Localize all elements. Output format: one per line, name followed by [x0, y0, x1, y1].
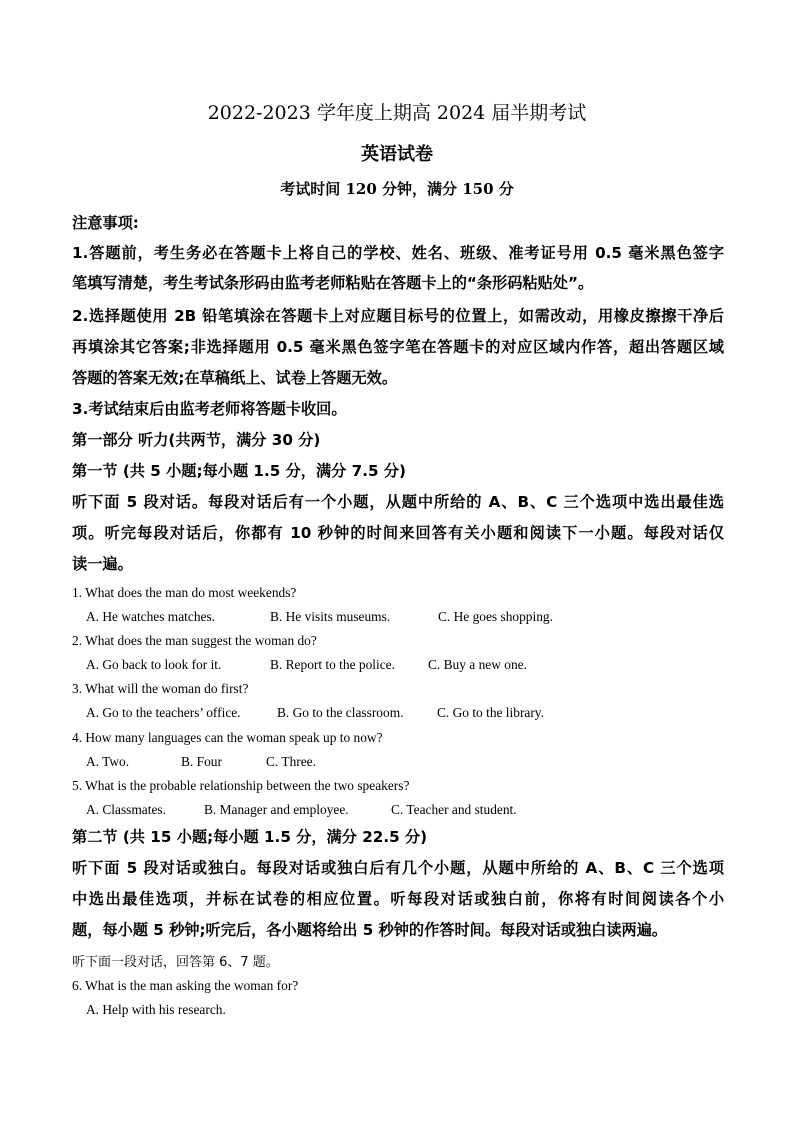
question-4-option-b: B. Four	[181, 754, 222, 769]
instruction-3: 3.考试结束后由监考老师将答题卡收回。	[72, 400, 347, 418]
question-2-stem: 2. What does the man suggest the woman do?	[72, 633, 317, 648]
question-1-stem: 1. What does the man do most weekends?	[72, 585, 297, 600]
section2-directions-line-2: 中选出最佳选项，并标在试卷的相应位置。听每段对话或独白前，你将有时间阅读各个小	[72, 890, 724, 908]
question-4-option-c: C. Three.	[266, 754, 316, 769]
subject-title: 英语试卷	[361, 144, 433, 165]
instruction-2-line-2: 再填涂其它答案;非选择题用 0.5 毫米黑色签字笔在答题卡的对应区域内作答，超出答题区域	[72, 338, 724, 356]
question-2-option-a: A. Go back to look for it.	[86, 657, 222, 672]
question-3-option-a: A. Go to the teachers’ office.	[86, 705, 241, 720]
question-2-option-c: C. Buy a new one.	[428, 657, 527, 672]
question-5-stem: 5. What is the probable relationship between the two speakers?	[72, 778, 410, 793]
question-3-option-b: B. Go to the classroom.	[277, 705, 404, 720]
question-4-option-a: A. Two.	[86, 754, 130, 769]
instruction-1-line-2: 笔填写清楚，考生考试条形码由监考老师粘贴在答题卡上的“条形码粘贴处”。	[72, 274, 594, 292]
exam-info: 考试时间 120 分钟，满分 150 分	[280, 180, 514, 198]
dialogue-note: 听下面一段对话，回答第 6、7 题。	[72, 955, 279, 970]
instruction-2-line-3: 答题的答案无效;在草稿纸上、试卷上答题无效。	[72, 369, 398, 387]
section2-directions-line-3: 题，每小题 5 秒钟;听完后，各小题将给出 5 秒钟的作答时间。每段对话或独白读两遍。	[72, 921, 668, 939]
section1-title: 第一节 (共 5 小题;每小题 1.5 分，满分 7.5 分)	[72, 462, 406, 480]
instructions-heading: 注意事项:	[72, 214, 139, 232]
question-6-option-a: A. Help with his research.	[86, 1002, 226, 1017]
question-1-option-a: A. He watches matches.	[86, 609, 216, 624]
question-5-option-a: A. Classmates.	[86, 802, 166, 817]
question-4-stem: 4. How many languages can the woman speak up to now?	[72, 730, 383, 745]
section2-directions-line-1: 听下面 5 段对话或独白。每段对话或独白后有几个小题，从题中所给的 A、B、C 三个选项	[72, 859, 724, 877]
question-2-option-b: B. Report to the police.	[270, 657, 395, 672]
exam-title: 2022-2023 学年度上期高 2024 届半期考试	[207, 102, 587, 124]
instruction-1-line-1: 1.答题前，考生务必在答题卡上将自己的学校、姓名、班级、准考证号用 0.5 毫米黑色签字	[72, 244, 724, 262]
question-5-option-c: C. Teacher and student.	[391, 802, 517, 817]
question-3-option-c: C. Go to the library.	[437, 705, 544, 720]
question-6-stem: 6. What is the man asking the woman for?	[72, 978, 299, 993]
question-1-option-b: B. He visits museums.	[270, 609, 391, 624]
question-1-option-c: C. He goes shopping.	[438, 609, 553, 624]
question-5-option-b: B. Manager and employee.	[204, 802, 349, 817]
section2-title: 第二节 (共 15 小题;每小题 1.5 分，满分 22.5 分)	[72, 828, 428, 846]
question-3-stem: 3. What will the woman do first?	[72, 681, 249, 696]
section1-directions-line-2: 项。听完每段对话后，你都有 10 秒钟的时间来回答有关小题和阅读下一小题。每段对话仅	[72, 524, 724, 542]
section1-directions-line-1: 听下面 5 段对话。每段对话后有一个小题，从题中所给的 A、B、C 三个选项中选出最佳选	[72, 493, 724, 511]
section1-directions-line-3: 读一遍。	[72, 555, 133, 573]
part1-title: 第一部分 听力(共两节，满分 30 分)	[72, 431, 321, 449]
instruction-2-line-1: 2.选择题使用 2B 铅笔填涂在答题卡上对应题目标号的位置上，如需改动，用橡皮擦擦干净后	[72, 307, 724, 325]
